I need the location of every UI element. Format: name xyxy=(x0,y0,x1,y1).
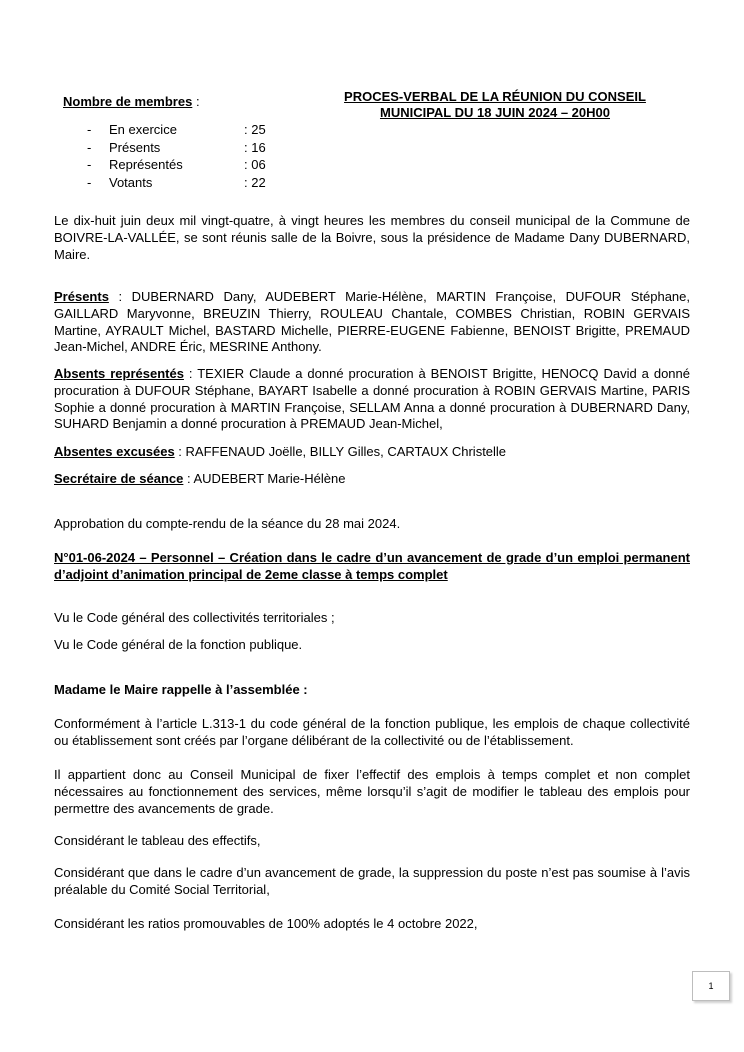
members-row-votants xyxy=(87,174,287,192)
members-row-value: : 25 xyxy=(244,122,266,137)
deliberation-title: N°01-06-2024 – Personnel – Création dans le cadre d’un avancement de grade d’un emploi permanent d’adjoint d’animation principal de 2eme classe à temps complet xyxy=(54,550,690,582)
intro-paragraph: Le dix-huit juin deux mil vingt-quatre, à vingt heures les membres du conseil municipal de la Commune de BOIVRE-LA-VALLÉE, se sont réunis salle de la Boivre, sous la présidence de Madame Dany DUBERNARD, Maire. xyxy=(54,213,690,262)
absentes-excusees-paragraph xyxy=(54,444,690,461)
bullet-dash: - xyxy=(87,122,92,137)
members-count-list xyxy=(87,121,287,191)
members-row-label: En exercice xyxy=(109,122,177,137)
presents-label: Présents xyxy=(54,289,109,304)
paragraph-article-l313: Conformément à l’article L.313-1 du code général de la fonction publique, les emplois de chaque collectivité ou établissement sont créés par l’organe délibérant de la collectivité ou de l’établissement. xyxy=(54,716,690,748)
bullet-dash: - xyxy=(87,174,92,190)
members-row-label: Votants xyxy=(109,174,153,190)
members-row-label: Représentés xyxy=(109,157,183,172)
absentes-excusees-text: : RAFFENAUD Joëlle, BILLY Gilles, CARTAUX Christelle xyxy=(174,444,507,459)
members-count-heading xyxy=(63,94,200,109)
members-row-value: : 16 xyxy=(244,139,266,155)
document-title-line-2: MUNICIPAL DU 18 JUIN 2024 – 20H00 xyxy=(379,105,610,120)
bullet-dash: - xyxy=(87,157,92,172)
paragraph-ratios-promouvables: Considérant les ratios promouvables de 100% adoptés le 4 octobre 2022, xyxy=(54,916,478,931)
secretaire-label: Secrétaire de séance xyxy=(54,471,184,486)
presents-paragraph xyxy=(54,289,690,356)
members-row-value: : 22 xyxy=(244,174,266,190)
presents-text: : DUBERNARD Dany, AUDEBERT Marie-Hélène, MARTIN Françoise, DUFOUR Stéphane, GAILLARD Maryvonne, BREUZIN Thierry, ROULEAU Chantale, COMBES Christian, ROBIN GERVAIS Martine, AYRAULT Michel, BASTARD Michelle, PIERRE-EUGENE Fabienne, BENOIST Brigitte, PREMAUD Jean-Michel, ANDRE Éric, MESRINE Anthony. xyxy=(54,289,690,355)
maire-rappelle-heading: Madame le Maire rappelle à l’assemblée : xyxy=(54,682,308,697)
members-count-title: Nombre de membres xyxy=(63,94,193,109)
paragraph-avancement-grade: Considérant que dans le cadre d’un avancement de grade, la suppression du poste n’est pas soumise à l’avis préalable du Comité Social Territorial, xyxy=(54,865,690,897)
document-title xyxy=(320,89,670,121)
members-row-value: : 06 xyxy=(244,157,266,172)
members-row-en-exercice xyxy=(87,121,287,139)
members-row-label: Présents xyxy=(109,139,161,155)
absents-representes-text: : TEXIER Claude a donné procuration à BENOIST Brigitte, HENOCQ David a donné procuration à DUFOUR Stéphane, BAYART Isabelle a donné procuration à ROBIN GERVAIS Martine, PARIS Sophie a donné procuration à MARTIN Françoise, SELLAM Anna a donné procuration à DUBERNARD Dany, SUHARD Benjamin a donné procuration à PREMAUD Jean-Michel, xyxy=(54,366,690,432)
absents-representes-label: Absents représentés xyxy=(54,366,184,381)
vu-cgfp: Vu le Code général de la fonction publique. xyxy=(54,637,303,652)
bullet-dash: - xyxy=(87,139,92,155)
document-title-line-1: PROCES-VERBAL DE LA RÉUNION DU CONSEIL xyxy=(344,89,646,104)
vu-cgct: Vu le Code général des collectivités territoriales ; xyxy=(54,610,335,625)
absents-representes-paragraph xyxy=(54,366,690,433)
approbation-paragraph: Approbation du compte-rendu de la séance du 28 mai 2024. xyxy=(54,516,401,531)
secretaire-paragraph xyxy=(54,471,690,488)
paragraph-conseil-fixe-effectif: Il appartient donc au Conseil Municipal de fixer l’effectif des emplois à temps complet et non complet nécessaires au fonctionnement des services, même lorsqu’il s’agit de modifier le tableau des emplois pour permettre des avancements de grade. xyxy=(54,767,690,816)
members-count-colon: : xyxy=(192,94,200,109)
members-row-presents xyxy=(87,139,287,157)
secretaire-text: : AUDEBERT Marie-Hélène xyxy=(183,471,346,486)
absentes-excusees-label: Absentes excusées xyxy=(54,444,175,459)
paragraph-tableau-effectifs: Considérant le tableau des effectifs, xyxy=(54,833,261,848)
members-row-representes xyxy=(87,156,287,174)
page-number: 1 xyxy=(692,971,730,1001)
